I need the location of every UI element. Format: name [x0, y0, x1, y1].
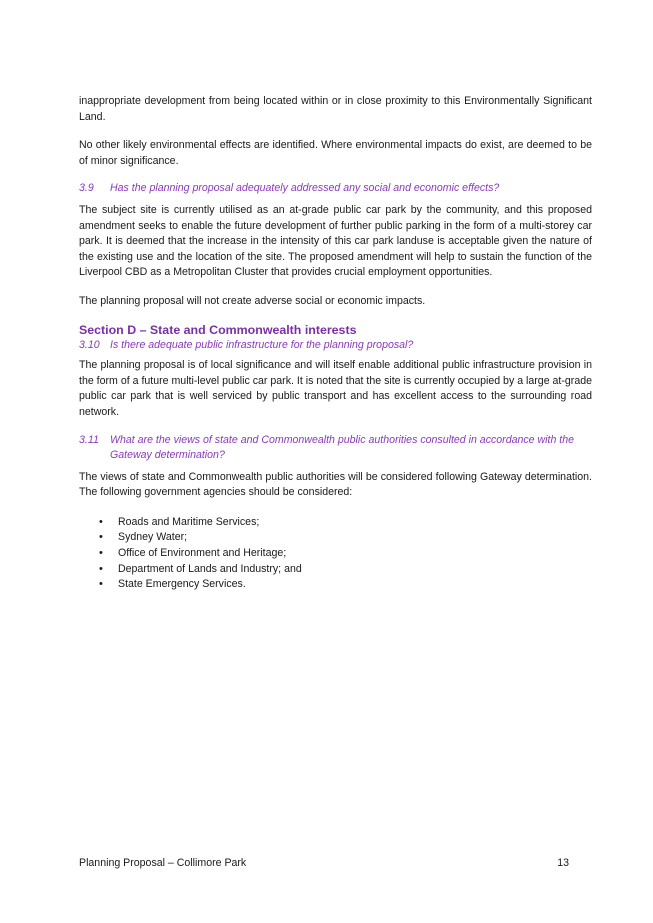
question-3-11: [79, 433, 592, 464]
paragraph-other-effects: No other likely environmental effects are identified. Where environmental impacts do exist, are deemed to be of minor significance.: [79, 139, 592, 167]
list-item: • Office of Environment and Heritage;: [79, 546, 592, 562]
paragraph-no-adverse-impacts: The planning proposal will not create adverse social or economic impacts.: [79, 294, 426, 307]
paragraph-views-authorities: The views of state and Commonwealth public authorities will be considered following Gateway determination. The following government agencies should be considered:: [79, 470, 592, 499]
paragraph-infrastructure: The planning proposal is of local significance and will itself enable additional public infrastructure provision in the form of a future multi-level public car park. It is noted that the site is currently occupied by a large at-grade public car park that is well serviced by public transport and has excellent access to the surrounding road network.: [79, 359, 592, 418]
agency-list: [79, 515, 592, 593]
question-text: Has the planning proposal adequately addressed any social and economic effects?: [110, 182, 500, 195]
document-body: [79, 94, 592, 593]
section-heading: Section D – State and Commonwealth interests: [79, 322, 357, 337]
question-3-10: [79, 338, 592, 354]
page-footer: [79, 856, 569, 870]
paragraph-environmental-land: inappropriate development from being located within or in close proximity to this Environmentally Significant Land.: [79, 95, 592, 123]
question-text: Is there adequate public infrastructure for the planning proposal?: [110, 338, 414, 351]
question-3-9: [79, 181, 592, 197]
question-number: 3.10: [79, 338, 100, 351]
list-item: • State Emergency Services.: [79, 577, 592, 593]
paragraph-subject-site: The subject site is currently utilised as an at-grade public car park by the community, and this proposed amendment seeks to enable the future development of further public parking in the form of a multi-storey car park. It is deemed that the increase in the intensity of this car park landuse is acceptable given the nature of the existing use and the location of the site. The proposed amendment will help to sustain the function of the Liverpool CBD as a Metropolitan Cluster that provides crucial employment opportunities.: [79, 203, 592, 279]
list-item: • Sydney Water;: [79, 530, 592, 546]
question-number: 3.9: [79, 182, 94, 195]
list-item: • Roads and Maritime Services;: [79, 515, 592, 531]
footer-title: Planning Proposal – Collimore Park: [79, 857, 247, 869]
question-text: What are the views of state and Commonwealth public authorities consulted in accordance with the Gateway determination?: [110, 433, 575, 462]
page-number: 13: [557, 857, 569, 869]
list-item: • Department of Lands and Industry; and: [79, 562, 592, 578]
question-number: 3.11: [79, 433, 99, 446]
